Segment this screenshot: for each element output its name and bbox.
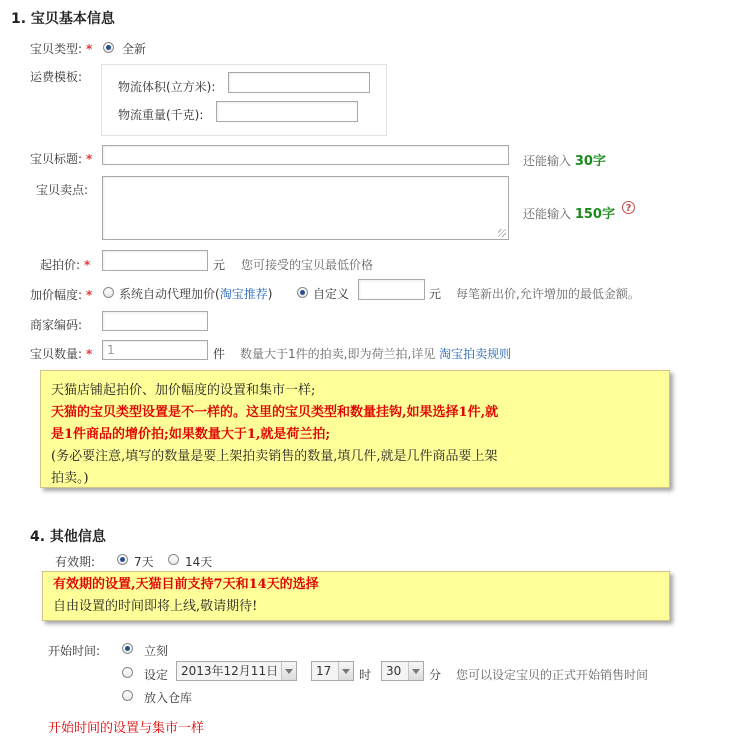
start-set-label: 设定: [144, 668, 169, 682]
quantity-label-text: 宝贝数量:: [30, 347, 83, 361]
selling-points-label: 宝贝卖点:: [36, 183, 89, 197]
start-price-hint: 您可接受的宝贝最低价格: [241, 258, 374, 272]
start-time-label: 开始时间:: [48, 644, 101, 658]
start-minute-select[interactable]: [381, 661, 424, 681]
start-warehouse-radio[interactable]: [122, 690, 133, 701]
taobao-recommend-link[interactable]: 淘宝推荐: [219, 287, 268, 301]
paren-close: ): [267, 287, 273, 301]
title-remaining-hint: [523, 150, 606, 169]
quantity-hint-text: 数量大于1件的拍卖,即为荷兰拍,详见: [240, 347, 436, 361]
logistics-volume-input[interactable]: [228, 72, 370, 93]
auction-rules-link[interactable]: 淘宝拍卖规则: [439, 347, 512, 361]
increment-auto-text: 系统自动代理加价: [119, 287, 216, 301]
increment-hint: 每笔新出价,允许增加的最低金额。: [456, 287, 640, 301]
start-now-radio[interactable]: [122, 643, 133, 654]
increment-custom-label: 自定义: [313, 287, 350, 301]
required-mark: *: [86, 288, 93, 302]
start-now-label: 立刻: [144, 644, 169, 658]
chevron-down-icon[interactable]: [338, 662, 353, 680]
item-type-label-text: 宝贝类型:: [30, 42, 83, 56]
paren-open: (: [215, 287, 220, 301]
increment-label-text: 加价幅度:: [30, 288, 83, 302]
start-set-radio[interactable]: [122, 667, 133, 678]
increment-unit: 元: [429, 287, 442, 301]
required-mark: *: [86, 152, 93, 166]
validity-14-radio[interactable]: [168, 554, 179, 565]
item-title-label-text: 宝贝标题:: [30, 152, 83, 166]
validity-14-label: 14天: [185, 555, 213, 569]
title-remaining-prefix: 还能输入: [523, 154, 572, 168]
increment-auto-label: [119, 285, 272, 302]
note2-line1: 有效期的设置,天猫目前支持7天和14天的选择: [53, 577, 319, 592]
required-mark: *: [86, 42, 93, 56]
start-time-hint: 您可以设定宝贝的正式开始销售时间: [456, 668, 649, 682]
quantity-unit: 件: [213, 347, 226, 361]
start-hour-select[interactable]: [311, 661, 354, 681]
logistics-volume-label: 物流体积(立方米):: [118, 80, 216, 94]
start-minute-value: 30: [386, 664, 402, 678]
quantity-hint: [240, 345, 511, 362]
chevron-down-icon[interactable]: [408, 662, 423, 680]
section-title-basic-info: 1. 宝贝基本信息: [11, 11, 115, 27]
increment-label: [30, 286, 92, 303]
logistics-weight-label: 物流重量(千克):: [118, 108, 204, 122]
validity-7-radio[interactable]: [117, 554, 128, 565]
selling-points-textarea[interactable]: [102, 176, 509, 240]
selling-remaining-prefix: 还能输入: [523, 207, 572, 221]
start-date-value: 2013年12月11日: [181, 664, 279, 678]
merchant-code-input[interactable]: [102, 311, 208, 331]
note1-line5: 拍卖。): [51, 471, 89, 486]
start-price-unit: 元: [213, 258, 226, 272]
item-type-new-label: 全新: [122, 42, 147, 56]
start-warehouse-label: 放入仓库: [144, 691, 193, 705]
increment-custom-radio[interactable]: [297, 287, 308, 298]
selling-remaining-hint: [523, 203, 615, 222]
item-type-label: [30, 40, 92, 57]
required-mark: *: [84, 258, 91, 272]
quantity-input[interactable]: 1: [102, 340, 208, 360]
validity-7-label: 7天: [134, 555, 154, 569]
note-auction-settings: [40, 370, 670, 488]
logistics-weight-input[interactable]: [216, 101, 358, 122]
validity-label: 有效期:: [55, 555, 96, 569]
resize-handle-icon[interactable]: [498, 229, 506, 237]
quantity-label: [30, 345, 92, 362]
start-price-label: [40, 256, 90, 273]
note1-line3: 是1件商品的增价拍;如果数量大于1,就是荷兰拍;: [51, 427, 331, 442]
note1-line1: 天猫店铺起拍价、加价幅度的设置和集市一样;: [51, 383, 316, 398]
start-hour-value: 17: [316, 664, 332, 678]
minute-unit: 分: [429, 668, 442, 682]
section-title-other-info: 4. 其他信息: [30, 529, 106, 545]
merchant-code-label: 商家编码:: [30, 318, 83, 332]
question-circle-icon[interactable]: ?: [622, 201, 635, 214]
hour-unit: 时: [359, 668, 372, 682]
item-title-label: [30, 150, 92, 167]
item-title-input[interactable]: [102, 145, 509, 165]
selling-remaining-count: 150字: [574, 207, 615, 222]
note1-line2: 天猫的宝贝类型设置是不一样的。这里的宝贝类型和数量挂钩,如果选择1件,就: [51, 405, 499, 420]
start-price-label-text: 起拍价:: [40, 258, 81, 272]
note-validity: [42, 571, 670, 621]
increment-auto-radio[interactable]: [103, 287, 114, 298]
freight-template-label: 运费模板:: [30, 70, 83, 84]
note1-line4: (务必要注意,填写的数量是要上架拍卖销售的数量,填几件,就是几件商品要上架: [51, 449, 498, 464]
title-remaining-count: 30字: [574, 154, 606, 169]
chevron-down-icon[interactable]: [281, 662, 296, 680]
start-time-footer-note: 开始时间的设置与集市一样: [48, 721, 205, 736]
start-price-input[interactable]: [102, 250, 208, 271]
note2-line2: 自由设置的时间即将上线,敬请期待!: [53, 599, 258, 614]
required-mark: *: [86, 347, 93, 361]
increment-custom-input[interactable]: [358, 279, 425, 300]
start-date-select[interactable]: [176, 661, 297, 681]
item-type-new-radio[interactable]: [103, 42, 114, 53]
